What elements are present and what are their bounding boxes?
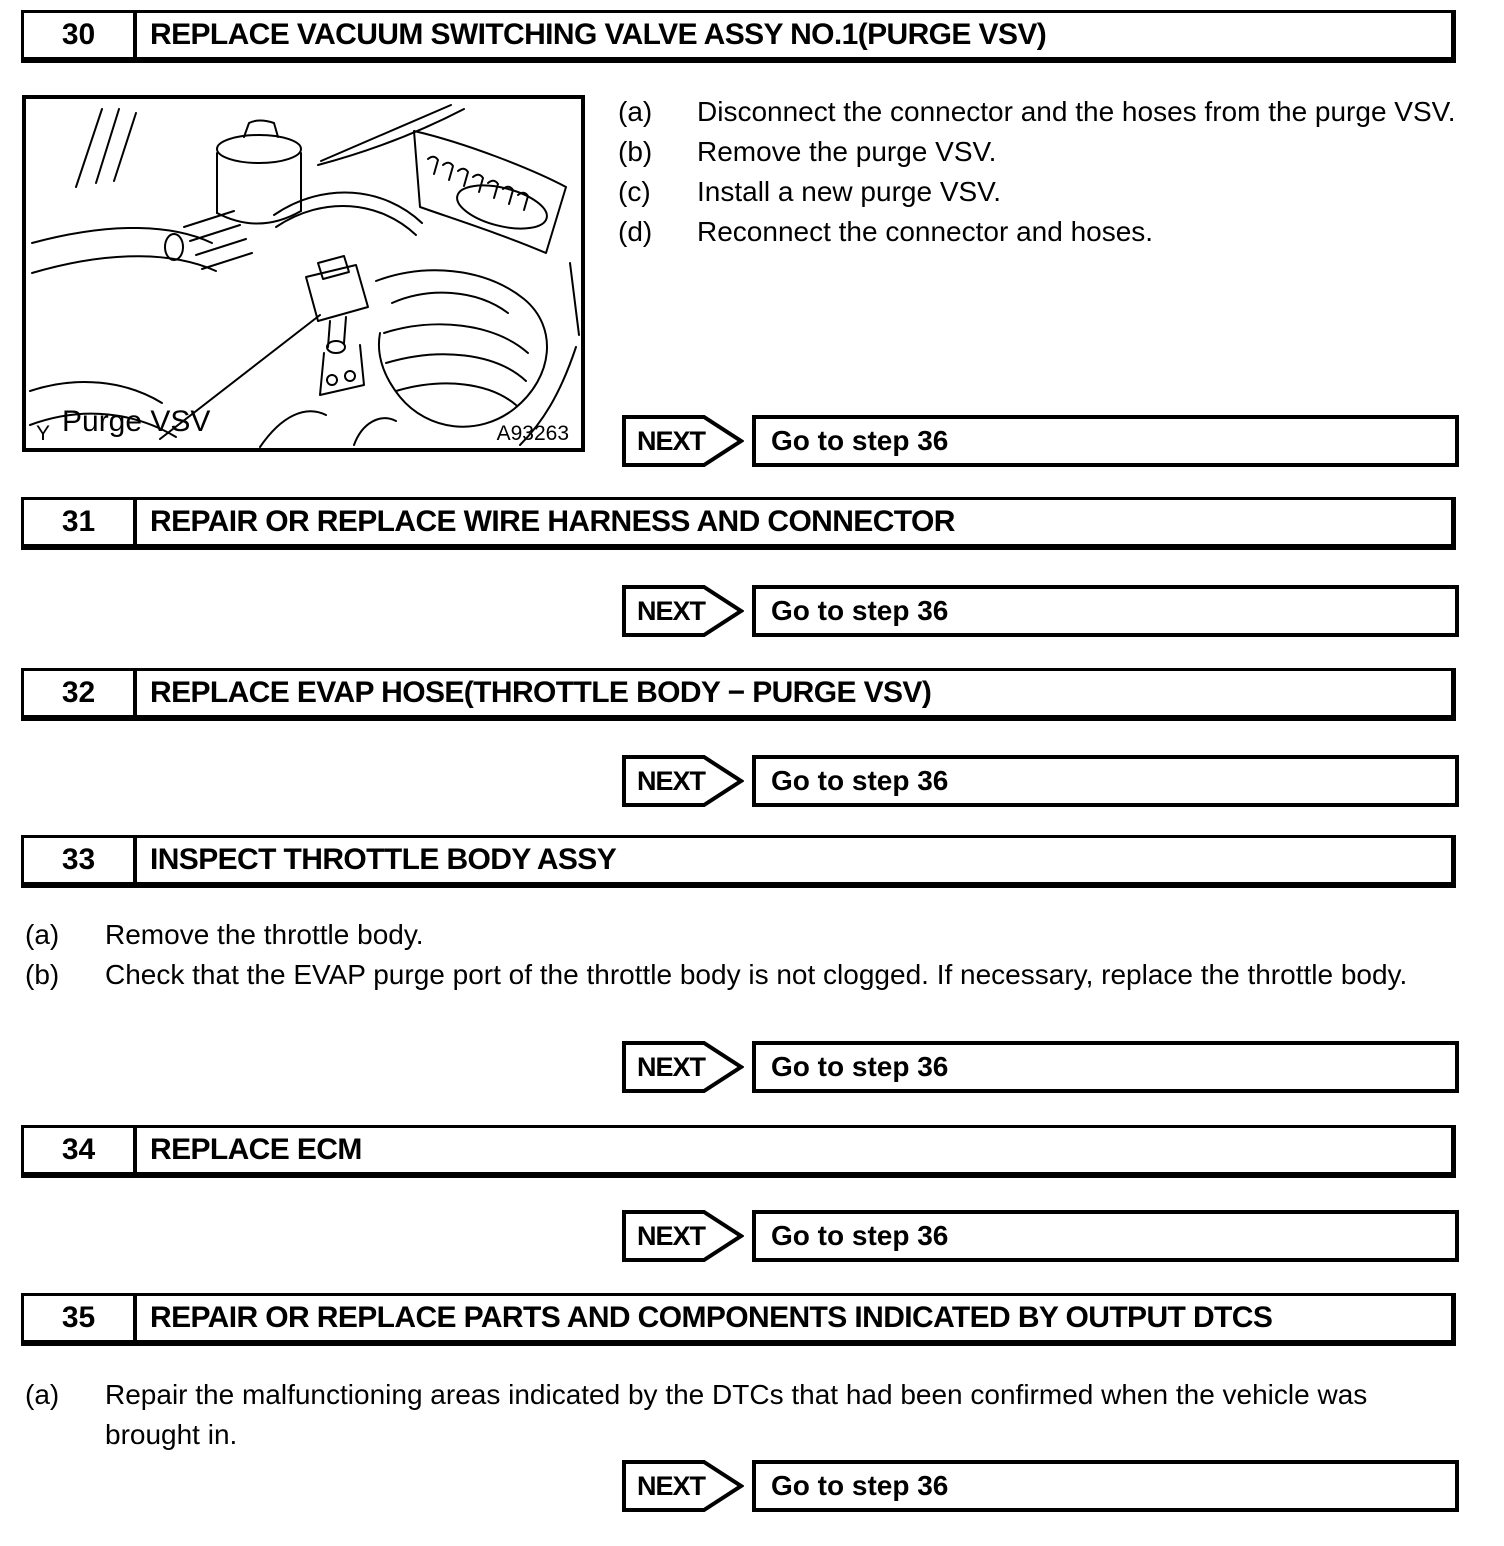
instruction-label: (d) — [618, 216, 653, 247]
step-35-header — [21, 1293, 1456, 1346]
instruction-label: (b) — [618, 136, 653, 167]
instruction-text: Reconnect the connector and hoses. — [697, 216, 1154, 247]
step-34-next — [622, 1210, 1459, 1262]
step-31-header — [21, 497, 1456, 550]
next-action-box — [752, 415, 1459, 467]
step-title: REPLACE EVAP HOSE(THROTTLE BODY − PURGE VSV) — [150, 676, 932, 709]
step-number: 30 — [24, 13, 137, 57]
instruction-text: Install a new purge VSV. — [697, 176, 1002, 207]
figure-purge-vsv — [22, 95, 585, 452]
next-arrow-icon — [622, 1041, 744, 1093]
next-arrow-icon — [622, 585, 744, 637]
next-action-text: Go to step 36 — [771, 765, 949, 796]
step-title: REPAIR OR REPLACE PARTS AND COMPONENTS INDICATED BY OUTPUT DTCS — [150, 1301, 1273, 1334]
step-title: REPLACE VACUUM SWITCHING VALVE ASSY NO.1(PURGE VSV) — [150, 18, 1047, 51]
next-label: NEXT — [636, 1220, 705, 1251]
step-number: 33 — [24, 838, 137, 882]
next-arrow-icon — [622, 755, 744, 807]
next-label: NEXT — [636, 425, 705, 456]
next-arrow-icon — [622, 415, 744, 467]
instruction-label: (a) — [618, 96, 653, 127]
instruction-text: Remove the purge VSV. — [697, 136, 997, 167]
step-number: 32 — [24, 671, 137, 715]
step-33-instructions — [25, 915, 1462, 995]
step-30-header — [21, 10, 1456, 63]
instruction-text: Repair the malfunctioning areas indicated by the DTCs that had been confirmed when the vehicle was brought in. — [105, 1379, 1368, 1450]
engine-bay-line-art-icon — [26, 99, 581, 448]
step-30-instructions — [618, 92, 1463, 252]
step-31-next — [622, 585, 1459, 637]
instruction-label: (a) — [25, 1379, 60, 1410]
next-action-text: Go to step 36 — [771, 1051, 949, 1082]
next-action-text: Go to step 36 — [771, 425, 949, 456]
figure-corner-mark: Y — [36, 422, 51, 445]
step-number: 35 — [24, 1296, 137, 1340]
step-34-header — [21, 1125, 1456, 1178]
step-32-next — [622, 755, 1459, 807]
instruction-label: (b) — [25, 959, 60, 990]
step-title: REPAIR OR REPLACE WIRE HARNESS AND CONNECTOR — [150, 505, 955, 538]
instruction-text: Remove the throttle body. — [105, 919, 424, 950]
next-action-text: Go to step 36 — [771, 1220, 949, 1251]
step-30-next — [622, 415, 1459, 467]
next-action-text: Go to step 36 — [771, 1470, 949, 1501]
instruction-label: (a) — [25, 919, 60, 950]
step-title: INSPECT THROTTLE BODY ASSY — [150, 843, 617, 876]
step-number: 31 — [24, 500, 137, 544]
next-action-box — [752, 1041, 1459, 1093]
next-action-box — [752, 755, 1459, 807]
step-35-instructions — [25, 1375, 1462, 1455]
step-title: REPLACE ECM — [150, 1133, 362, 1166]
figure-part-label: Purge VSV — [62, 405, 211, 438]
next-action-box — [752, 1210, 1459, 1262]
instruction-text: Disconnect the connector and the hoses from the purge VSV. — [697, 96, 1456, 127]
next-action-box — [752, 1460, 1459, 1512]
step-35-next — [622, 1460, 1459, 1512]
figure-code: A93263 — [496, 422, 569, 445]
instruction-text: Check that the EVAP purge port of the throttle body is not clogged. If necessary, replace the throttle body. — [105, 959, 1408, 990]
step-32-header — [21, 668, 1456, 721]
step-33-header — [21, 835, 1456, 888]
next-label: NEXT — [636, 1470, 705, 1501]
next-label: NEXT — [636, 1051, 705, 1082]
next-arrow-icon — [622, 1460, 744, 1512]
next-action-text: Go to step 36 — [771, 595, 949, 626]
step-33-next — [622, 1041, 1459, 1093]
instruction-label: (c) — [618, 176, 651, 207]
step-number: 34 — [24, 1128, 137, 1172]
next-label: NEXT — [636, 765, 705, 796]
next-label: NEXT — [636, 595, 705, 626]
next-arrow-icon — [622, 1210, 744, 1262]
next-action-box — [752, 585, 1459, 637]
